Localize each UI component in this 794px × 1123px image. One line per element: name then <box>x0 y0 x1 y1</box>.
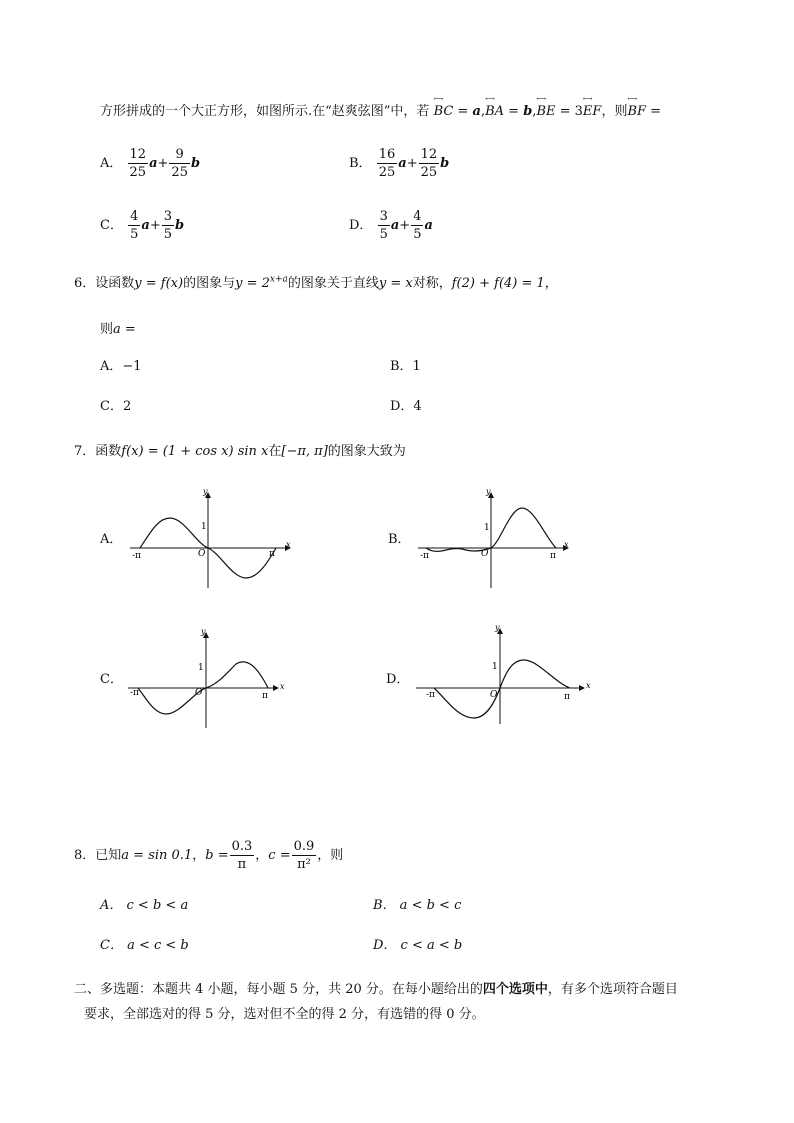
fraction <box>378 208 390 243</box>
section-text: 二、多选题：本题共 4 小题，每小题 5 分，共 20 分。在每小题给出的 <box>74 982 483 997</box>
numerator: 12 <box>129 147 147 162</box>
q8-text: 已知 <box>95 848 122 863</box>
plus-sign: + <box>406 156 418 171</box>
vector-var: b <box>440 156 450 171</box>
q5-option-d[interactable] <box>349 208 433 243</box>
question-number: 7． <box>74 444 96 459</box>
vector-var: a <box>390 218 400 233</box>
vector-bc: ←→ BC <box>434 104 454 119</box>
fraction <box>419 146 440 181</box>
option-label: B． <box>349 156 372 171</box>
q5-val-b: b <box>523 104 533 119</box>
tick-pi: π <box>262 691 268 701</box>
q7-text: 函数 <box>95 444 122 459</box>
q6-text: 则 <box>100 322 114 337</box>
denominator: 25 <box>171 165 188 180</box>
q5-eq3: = 3 <box>555 104 583 119</box>
tick-one: 1 <box>201 522 207 532</box>
q5-option-a[interactable] <box>100 146 200 181</box>
q6-option-b[interactable]: B．1 <box>390 359 421 374</box>
vector-var: b <box>175 218 185 233</box>
denominator: 25 <box>129 165 147 180</box>
x-arrow-icon <box>579 685 585 691</box>
y-axis-label: y <box>203 488 208 496</box>
origin-label: O <box>481 549 489 559</box>
vector-var: b <box>190 156 201 171</box>
numerator: 0.3 <box>231 839 253 854</box>
q8-text: ， <box>192 848 206 863</box>
q5-eq2: = <box>504 104 524 119</box>
q6-text: 的图象与 <box>183 276 236 291</box>
numerator: 4 <box>130 209 139 224</box>
numerator: 4 <box>413 209 422 224</box>
tick-neg-pi: -π <box>130 688 139 698</box>
q6-stem-line2 <box>100 318 136 337</box>
fraction <box>128 146 149 181</box>
x-axis-label: x <box>564 540 569 549</box>
numerator: 16 <box>378 147 396 162</box>
vector-var: a <box>141 218 150 233</box>
origin-label: O <box>198 549 206 559</box>
vector-be: ←→ BE <box>536 104 555 119</box>
q6-option-d[interactable]: D．4 <box>390 399 422 414</box>
y-axis-label: y <box>495 624 500 632</box>
option-label: D． <box>349 218 373 233</box>
vector-ba: ←→ BA <box>485 104 504 119</box>
q8-option-a[interactable]: A． c < b < a <box>100 898 189 913</box>
denominator: 25 <box>420 165 438 180</box>
tick-pi: π <box>550 551 556 561</box>
section-2-heading-line2: 要求，全部选对的得 5 分，选对但不全的得 2 分，有选错的得 0 分。 <box>84 1007 485 1022</box>
fraction <box>292 838 317 873</box>
numerator: 3 <box>379 209 388 224</box>
q6-text: ， <box>544 276 558 291</box>
q8-text: ， <box>255 848 269 863</box>
q6-math: a = <box>113 322 136 337</box>
q7-math: [−π, π] <box>281 444 328 459</box>
y-axis-label: y <box>201 628 206 636</box>
q7-stem <box>74 440 406 459</box>
q7-text: 的图象大致为 <box>327 444 406 459</box>
vector-var: a <box>398 156 407 171</box>
q6-text: 对称， <box>412 276 452 291</box>
q7-option-a-label[interactable]: A． <box>100 532 123 547</box>
q7-option-d-label[interactable]: D． <box>386 672 410 687</box>
y-axis-label: y <box>486 488 491 496</box>
q7-graph-b[interactable] <box>416 488 588 592</box>
q8-option-c[interactable]: C． a < c < b <box>100 938 189 953</box>
denominator: 5 <box>379 227 388 242</box>
vector-var: a <box>424 218 433 233</box>
q5-comma1: , <box>480 104 486 119</box>
q7-graph-d[interactable] <box>414 624 594 728</box>
fraction <box>230 838 255 873</box>
tick-one: 1 <box>484 523 490 533</box>
q8-option-b[interactable]: B． a < b < c <box>373 898 462 913</box>
option-label: A． <box>100 156 123 171</box>
plus-sign: + <box>157 156 169 171</box>
q8-math: b = <box>205 848 229 863</box>
q5-eq5: = <box>646 104 662 119</box>
denominator: 5 <box>130 227 139 242</box>
q8-stem <box>74 838 343 873</box>
q5-val-a: a <box>472 104 481 119</box>
q7-text: 在 <box>268 444 282 459</box>
numerator: 0.9 <box>293 839 315 854</box>
q7-option-c-label[interactable]: C． <box>100 672 123 687</box>
q5-option-b[interactable] <box>349 146 449 181</box>
x-axis-label: x <box>586 681 591 690</box>
plus-sign: + <box>399 218 411 233</box>
denominator: 5 <box>163 227 172 242</box>
tick-pi: π <box>269 549 275 559</box>
tick-pi: π <box>564 692 570 702</box>
section-text: ，有多个选项符合题目 <box>547 982 678 997</box>
q5-stem-line <box>100 100 661 119</box>
q6-math: y = x <box>378 276 413 291</box>
q8-option-d[interactable]: D． c < a < b <box>373 938 463 953</box>
q8-math: c = <box>268 848 291 863</box>
section-2-heading <box>74 980 734 1000</box>
q6-option-c[interactable]: C．2 <box>100 399 132 414</box>
denominator: π² <box>297 857 311 872</box>
tick-one: 1 <box>492 662 498 672</box>
fraction <box>377 146 398 181</box>
numerator: 12 <box>420 147 438 162</box>
plus-sign: + <box>149 218 161 233</box>
q6-stem <box>74 272 558 291</box>
tick-neg-pi: -π <box>420 551 429 561</box>
q5-text-b: ，则 <box>601 104 628 119</box>
question-number: 6． <box>74 276 96 291</box>
q6-exponent: x+a <box>269 274 288 285</box>
numerator: 3 <box>163 209 172 224</box>
q5-option-c[interactable] <box>100 208 184 243</box>
origin-label: O <box>195 688 203 698</box>
fraction <box>162 208 174 243</box>
q6-math: y = 2 <box>235 276 270 291</box>
fraction <box>411 208 423 243</box>
q7-graph-a[interactable] <box>128 488 300 592</box>
tick-neg-pi: -π <box>132 551 141 561</box>
vector-var: a <box>149 156 158 171</box>
x-arrow-icon <box>273 685 279 691</box>
fraction <box>128 208 140 243</box>
vector-ef: ←→ EF <box>583 104 602 119</box>
option-label: C． <box>100 218 123 233</box>
q7-graph-c[interactable] <box>126 628 298 732</box>
curve <box>434 660 570 718</box>
q6-math: y = f(x) <box>134 276 184 291</box>
x-axis-label: x <box>280 682 285 691</box>
q7-option-b-label[interactable]: B． <box>388 532 411 547</box>
q6-option-a[interactable]: A．−1 <box>100 359 142 374</box>
numerator: 9 <box>169 146 190 164</box>
q7-math: f(x) = (1 + cos x) sin x <box>121 444 269 459</box>
q6-math: f(2) + f(4) = 1 <box>451 276 545 291</box>
origin-label: O <box>490 690 498 700</box>
q6-text: 的图象关于直线 <box>287 276 379 291</box>
denominator: 5 <box>413 227 422 242</box>
denominator: π <box>237 857 247 872</box>
q6-text: 设函数 <box>95 276 135 291</box>
q5-comma2: , <box>532 104 537 119</box>
q5-eq1: = <box>453 104 473 119</box>
q5-text-a: 方形拼成的一个大正方形，如图所示.在“赵爽弦图”中，若 <box>100 104 430 119</box>
tick-neg-pi: -π <box>426 690 435 700</box>
denominator: 25 <box>378 165 396 180</box>
vector-bf: ←→ BF <box>627 104 646 119</box>
x-axis-label: x <box>286 540 291 549</box>
question-number: 8． <box>74 848 96 863</box>
tick-one: 1 <box>198 663 204 673</box>
fraction <box>169 146 190 181</box>
q8-text: ，则 <box>317 848 344 863</box>
section-emphasis: 四个选项中 <box>482 982 548 997</box>
q8-math: a = sin 0.1 <box>121 848 193 863</box>
